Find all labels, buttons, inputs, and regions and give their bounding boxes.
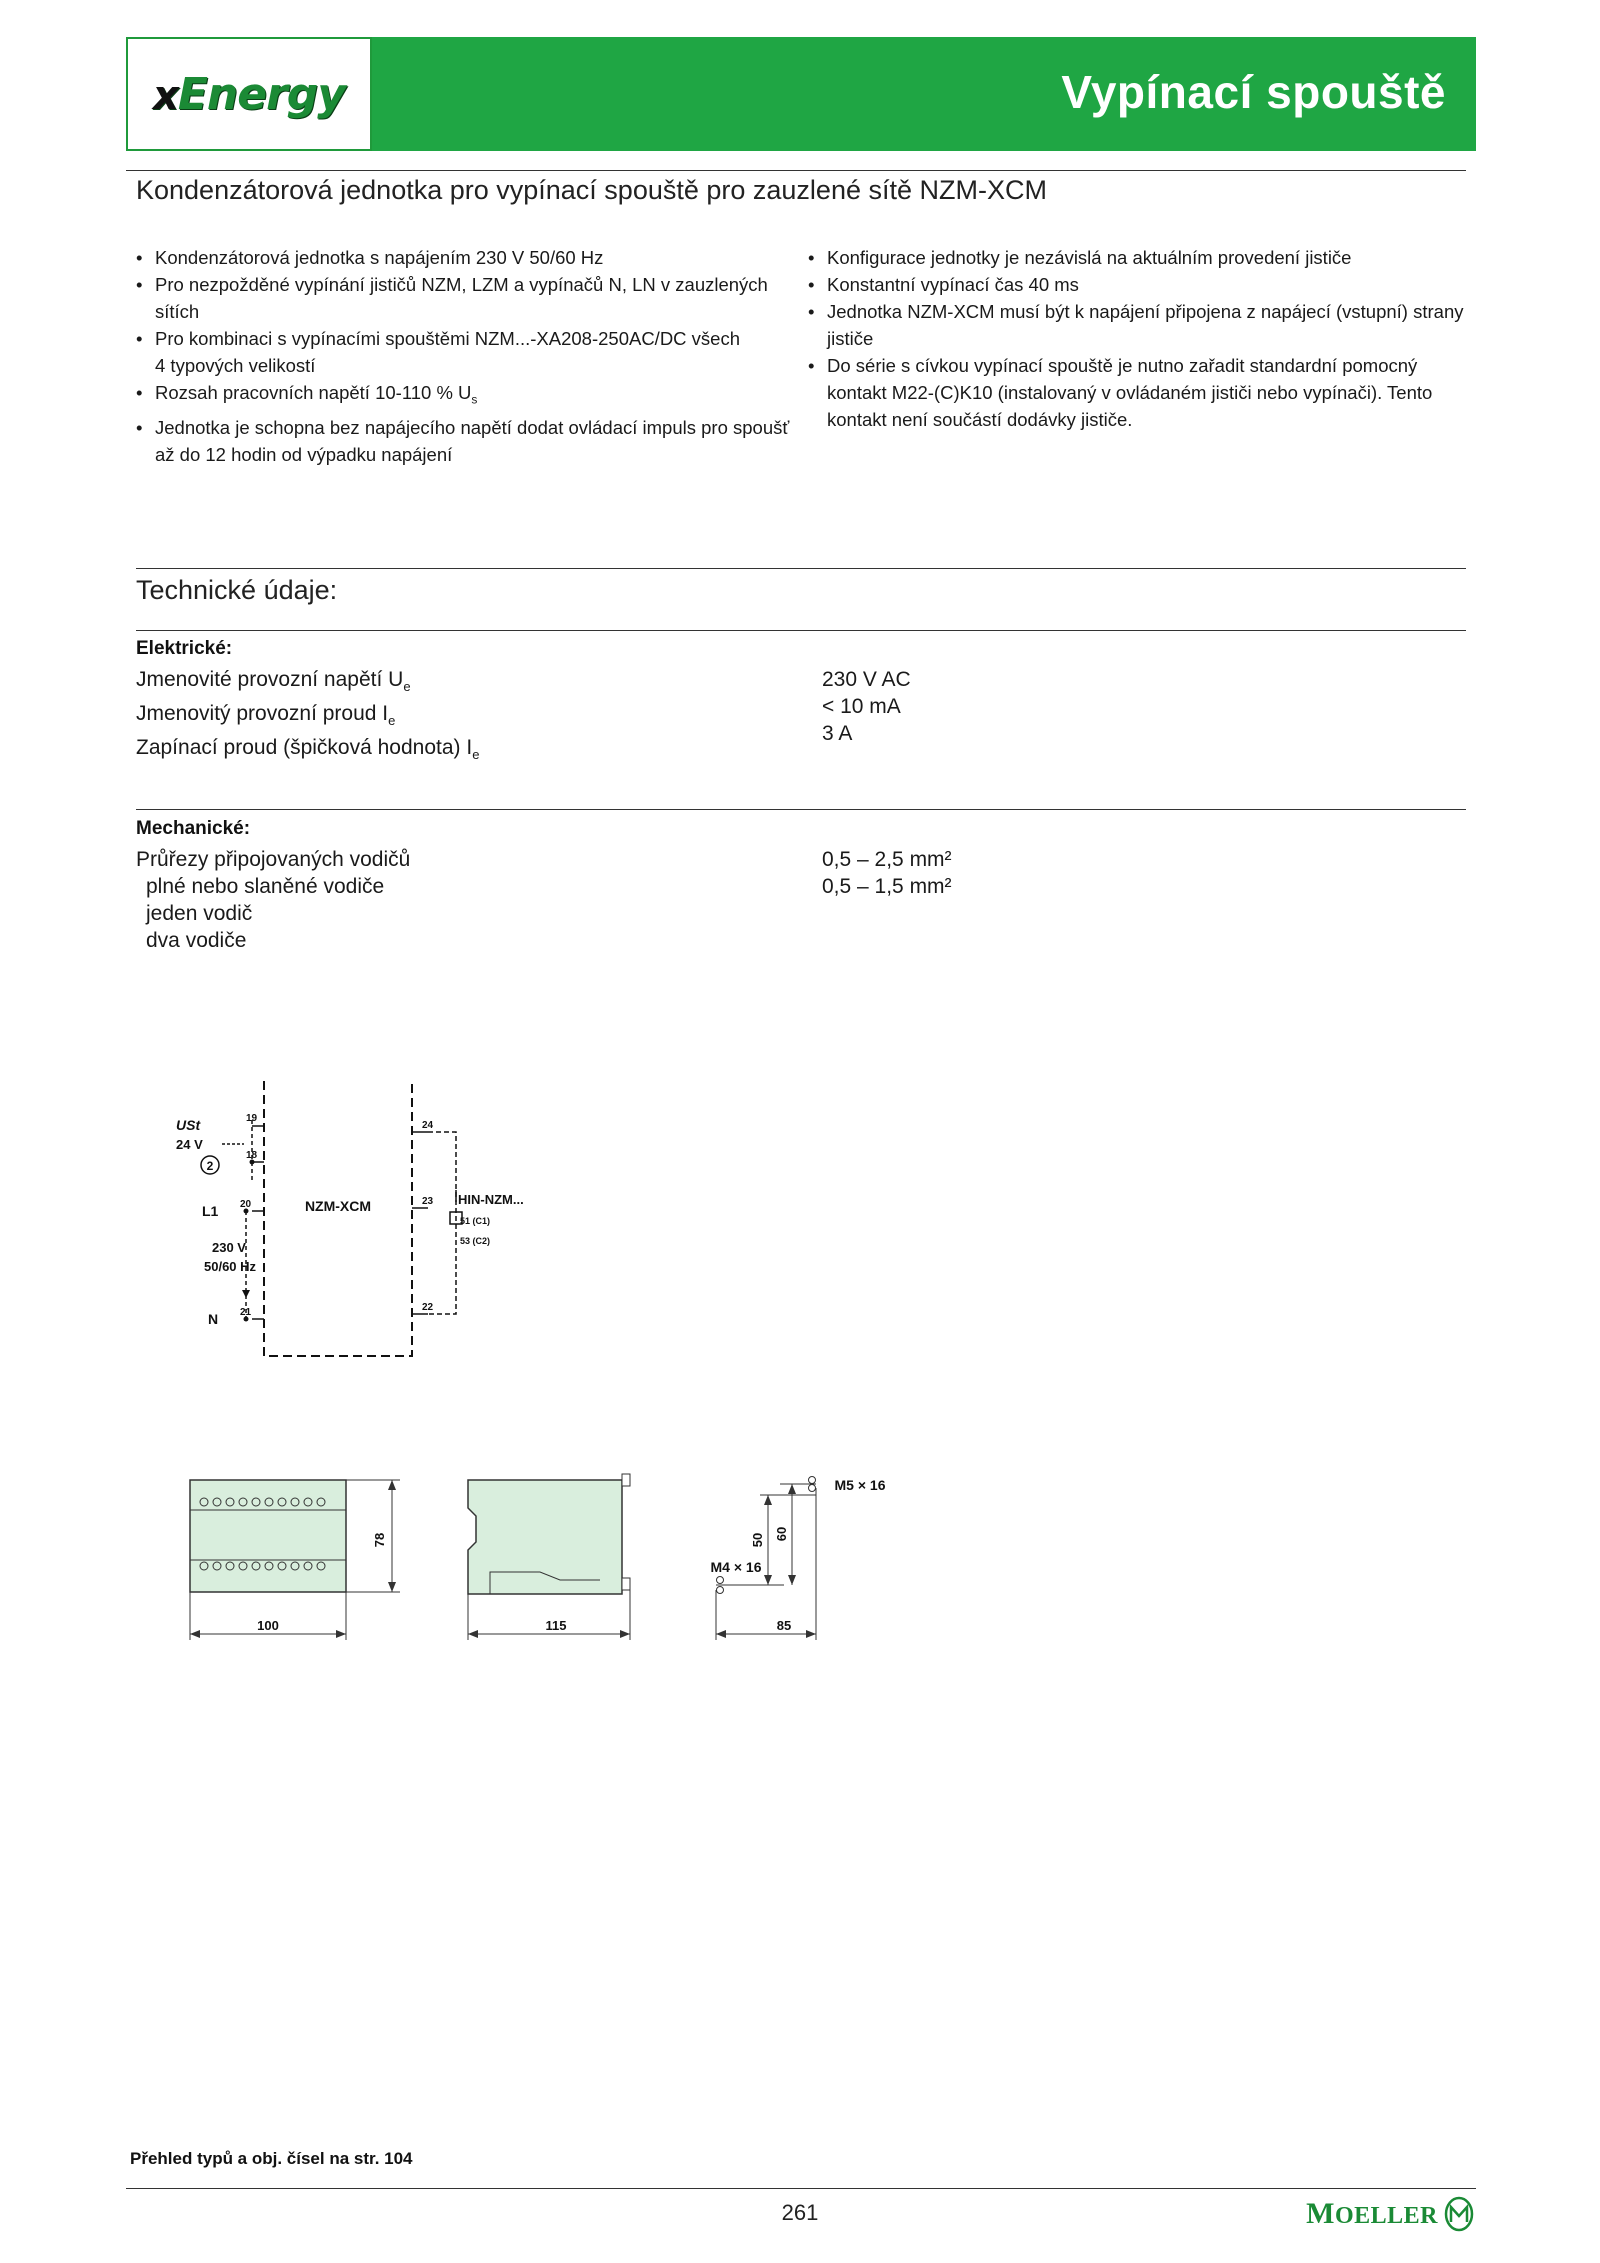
tech-title: Technické údaje:	[136, 575, 338, 605]
divider	[136, 630, 1466, 631]
dimension-drawings	[180, 1460, 940, 1660]
front-view	[190, 1480, 346, 1592]
list-item: • Kondenzátorová jednotka s napájením 230 V 50/60 Hz	[136, 244, 796, 271]
spec-label: Jmenovitý provozní proud $I_e$	[136, 702, 396, 729]
spec-value: 230 V AC	[822, 668, 911, 691]
spec-label: Zapínací proud (špičková hodnota) $I_e$	[136, 736, 480, 763]
n-label: N	[208, 1311, 219, 1327]
spec-label: plné nebo slaněné vodiče	[146, 875, 385, 898]
logo-text	[153, 69, 345, 120]
svg-text:51 (C1): 51 (C1)	[460, 1216, 491, 1226]
list-item: • Jednotka je schopna bez napájecího napětí dodat ovládací impuls pro spoušť až do 12 hodin od výpadku napájení	[136, 414, 796, 468]
bullet-list-left	[136, 244, 796, 468]
spec-label: dva vodiče	[146, 929, 247, 952]
svg-text:22: 22	[422, 1302, 434, 1313]
list-item: • Do série s cívkou vypínací spouště je nutno zařadit standardní pomocný kontakt M22-(C)K10 (instalovaný v ovládaném jističi nebo vypínači). Tento kontakt není součástí dodávky jističe.	[808, 352, 1478, 433]
list-item: • Pro kombinaci s vypínacími spouštěmi NZM...-XA208-250AC/DC všech 4 typových velikostí	[136, 325, 796, 379]
device-label: NZM-XCM	[304, 1198, 372, 1214]
spec-value: 0,5 – 1,5 mm²	[822, 875, 952, 898]
side-view	[468, 1480, 622, 1594]
list-item: • Jednotka NZM-XCM musí být k napájení připojena z napájecí (vstupní) strany jističe	[808, 298, 1478, 352]
svg-text:85: 85	[776, 1618, 792, 1633]
spec-value: 0,5 – 2,5 mm²	[822, 848, 952, 871]
mechanical-labels	[136, 846, 410, 954]
moeller-emblem-icon	[1444, 2196, 1474, 2232]
spec-value: 3 A	[822, 722, 853, 745]
hz-label: 50/60 Hz	[204, 1259, 257, 1274]
svg-text:23: 23	[422, 1196, 434, 1207]
svg-text:19: 19	[246, 1113, 258, 1124]
mechanical-heading: Mechanické:	[136, 818, 251, 839]
svg-text:60: 60	[774, 1526, 789, 1542]
ust-label: USt	[176, 1117, 201, 1133]
spec-label: Průřezy připojovaných vodičů	[136, 848, 411, 871]
divider	[136, 809, 1466, 810]
svg-text:53 (C2): 53 (C2)	[460, 1236, 491, 1246]
list-item: • Pro nezpožděné vypínání jističů NZM, LZM a vypínačů N, LN v zauzlených sítích	[136, 271, 796, 325]
svg-text:100: 100	[257, 1618, 279, 1633]
svg-text:2: 2	[206, 1159, 214, 1173]
divider	[126, 2188, 1476, 2189]
logo-main: Energy	[177, 68, 345, 120]
screw-bottom-label: M4 × 16	[710, 1559, 762, 1575]
spec-label: Jmenovité provozní napětí $U_e$	[136, 668, 411, 695]
brand-text: MOELLER	[1306, 2197, 1438, 2230]
device-box	[264, 1080, 412, 1356]
product-subtitle: Kondenzátorová jednotka pro vypínací spouště pro zauzlené sítě NZM-XCM	[136, 175, 1047, 205]
wiring-diagram	[160, 1080, 580, 1370]
svg-text:78: 78	[372, 1532, 387, 1548]
svg-text:24: 24	[422, 1120, 434, 1131]
electrical-values	[822, 666, 911, 747]
bullet-list-right	[808, 244, 1478, 433]
230v-label: 230 V	[212, 1240, 246, 1255]
page-number: 261	[781, 2200, 819, 2225]
list-item: • Konstantní vypínací čas 40 ms	[808, 271, 1478, 298]
page-title: Vypínací spouště	[1061, 66, 1446, 118]
screw-top-label: M5 × 16	[834, 1477, 886, 1493]
logo-prefix: x	[153, 72, 178, 119]
spec-value: < 10 mA	[822, 695, 901, 718]
footer-note: Přehled typů a obj. čísel na str. 104	[130, 2149, 413, 2168]
mechanical-values	[822, 846, 952, 900]
list-item: • Konfigurace jednotky je nezávislá na aktuálním provedení jističe	[808, 244, 1478, 271]
divider	[126, 170, 1466, 171]
l1-label: L1	[202, 1203, 219, 1219]
svg-text:115: 115	[545, 1618, 567, 1633]
svg-text:50: 50	[750, 1532, 765, 1548]
moeller-logo	[1306, 2196, 1474, 2232]
xenergy-logo	[126, 37, 372, 151]
electrical-labels	[136, 666, 479, 769]
svg-text:21: 21	[240, 1307, 252, 1318]
list-item: • Rozsah pracovních napětí 10-110 % $U_s$	[136, 379, 796, 414]
hin-label: HIN-NZM...	[458, 1192, 524, 1207]
svg-text:20: 20	[240, 1199, 252, 1210]
header-bar	[372, 37, 1476, 151]
svg-text:18: 18	[246, 1150, 258, 1161]
divider	[136, 568, 1466, 569]
spec-label: jeden vodič	[146, 902, 253, 925]
24v-label: 24 V	[176, 1137, 203, 1152]
electrical-heading: Elektrické:	[136, 638, 233, 659]
